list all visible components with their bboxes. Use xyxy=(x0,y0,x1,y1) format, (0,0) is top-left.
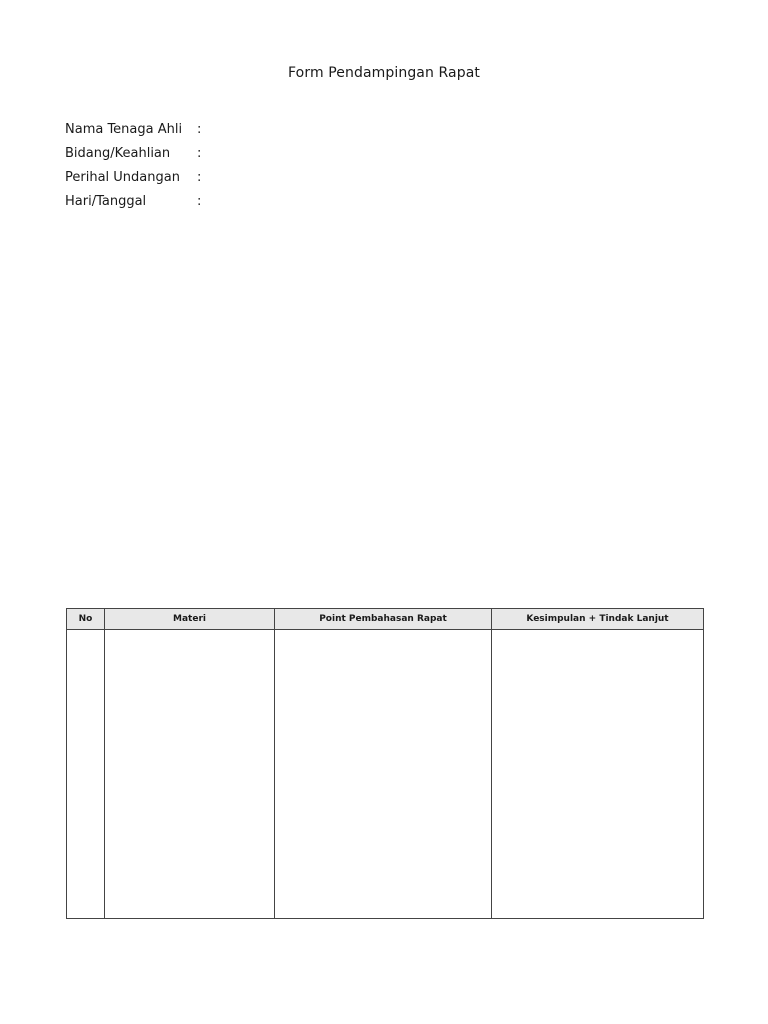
field-label: Nama Tenaga Ahli xyxy=(65,121,183,137)
field-value xyxy=(209,169,509,185)
table-header-row xyxy=(67,609,704,630)
field-separator: : xyxy=(197,145,202,161)
table-row xyxy=(67,630,704,919)
field-separator: : xyxy=(197,169,202,185)
cell-point-pembahasan xyxy=(275,630,492,919)
field-bidang-keahlian xyxy=(65,141,509,165)
cell-kesimpulan xyxy=(492,630,704,919)
field-value xyxy=(209,121,509,137)
field-label: Hari/Tanggal xyxy=(65,193,147,209)
field-separator: : xyxy=(197,121,202,137)
field-separator: : xyxy=(197,193,202,209)
cell-materi xyxy=(105,630,275,919)
cell-no xyxy=(67,630,105,919)
form-fields xyxy=(65,117,509,213)
field-value xyxy=(209,193,509,209)
field-label: Perihal Undangan xyxy=(65,169,180,185)
field-hari-tanggal xyxy=(65,189,509,213)
column-header-kesimpulan: Kesimpulan + Tindak Lanjut xyxy=(492,609,704,630)
field-value xyxy=(209,145,509,161)
field-perihal-undangan xyxy=(65,165,509,189)
field-nama-tenaga-ahli xyxy=(65,117,509,141)
document-title: Form Pendampingan Rapat xyxy=(288,65,480,81)
column-header-point-pembahasan: Point Pembahasan Rapat xyxy=(275,609,492,630)
column-header-materi: Materi xyxy=(105,609,275,630)
column-header-no: No xyxy=(67,609,105,630)
meeting-notes-table xyxy=(66,608,704,919)
field-label: Bidang/Keahlian xyxy=(65,145,171,161)
